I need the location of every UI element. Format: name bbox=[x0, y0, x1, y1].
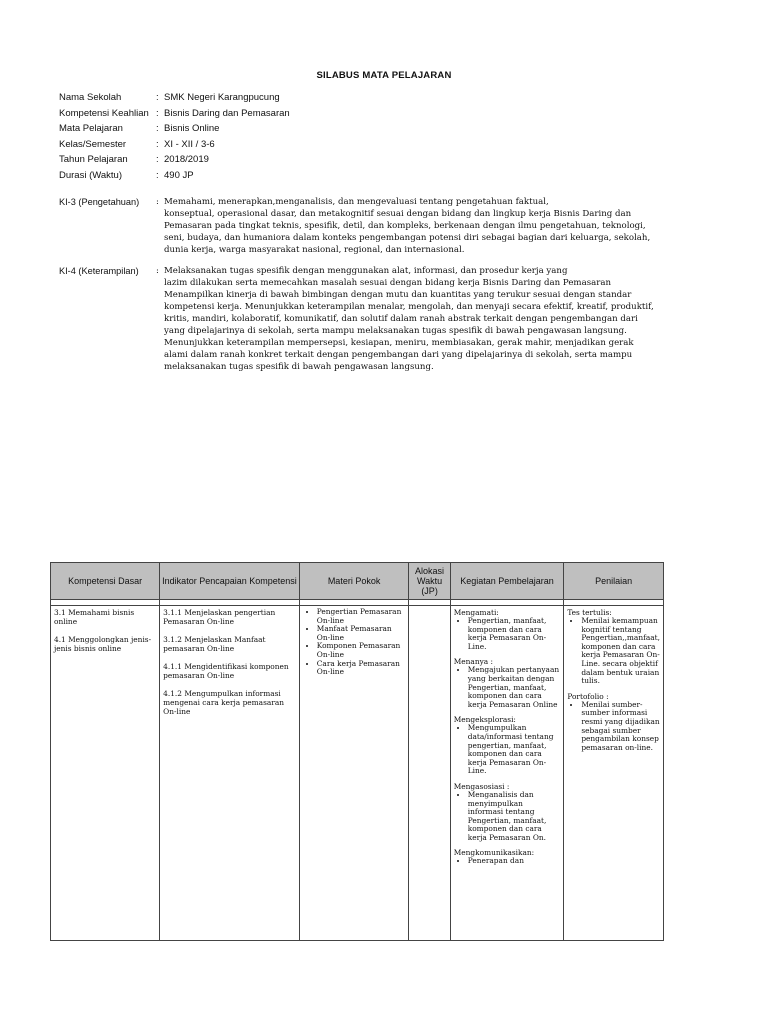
kegiatan-cell bbox=[450, 606, 564, 941]
ki3-line: dunia kerja, warga masyarakat nasional, regional, dan internasional. bbox=[164, 245, 465, 255]
ki3-label: KI-3 (Pengetahuan) bbox=[59, 197, 140, 207]
meta-value: 2018/2019 bbox=[164, 154, 209, 165]
meta-row: Kompetensi Keahlian : Bisnis Daring dan Pemasaran bbox=[59, 106, 290, 122]
meta-row: Nama Sekolah : SMK Negeri Karangpucung bbox=[59, 90, 290, 106]
ki4-line: yang dipelajarinya di sekolah, serta mampu melaksanakan tugas spesifik di bawah pengawasan langsung. bbox=[164, 326, 627, 336]
penilaian-item: • Menilai kemampuan kognitif tentang Pengertian,,manfaat, komponen dan cara kerja Pemasaran On-Line. secara objektif dalam bentuk uraian tulis. bbox=[581, 617, 660, 686]
ki4-line: kompetensi kerja. Menunjukkan keterampilan menalar, mengolah, dan menyaji secara efektif, kreatif, produktif, bbox=[164, 302, 654, 312]
ki4-label: KI-4 (Keterampilan) bbox=[59, 266, 139, 276]
kegiatan-item: • Mengumpulkan data/informasi tentang pengertian, manfaat, komponen dan cara kerja Pemasaran On-Line. bbox=[468, 724, 561, 776]
ki4-line: Menampilkan kinerja di bawah bimbingan dengan mutu dan kuantitas yang terukur sesuai dengan standar bbox=[164, 290, 632, 300]
header-kd: Kompetensi Dasar bbox=[51, 563, 160, 600]
ki3-block: KI-3 (Pengetahuan) : Memahami, menerapkan,menganalisis, dan mengevaluasi tentang pengetahuan faktual, konseptual, operasional dasar, dan metakognitif sesuai dengan bidang dan lingkup kerja Bisnis Daring dan Pemasaran pada tingkat teknis, spesifik, detil, dan kompleks, berkenaan dengan ilmu pengetahuan, teknologi, seni, budaya, dan humaniora dalam konteks pengembangan potensi diri sebagai bagian dari keluarga, sekolah, dunia kerja, warga masyarakat nasional, regional, dan internasional. bbox=[59, 196, 719, 256]
ki4-line: Melaksanakan tugas spesifik dengan menggunakan alat, informasi, dan prosedur kerja yang bbox=[164, 266, 568, 276]
meta-row: Durasi (Waktu) : 490 JP bbox=[59, 168, 290, 184]
meta-value: 490 JP bbox=[164, 169, 194, 181]
kegiatan-heading: Mengeksplorasi: bbox=[453, 715, 516, 725]
ki3-line: seni, budaya, dan humaniora dalam konteks pengembangan potensi diri sebagai bagian dari keluarga, sekolah, bbox=[164, 233, 651, 243]
kegiatan-heading: Mengkomunikasikan: bbox=[453, 848, 535, 858]
table-header-row bbox=[51, 563, 664, 600]
kegiatan-item: • Menganalisis dan menyimpulkan informasi tentang Pengertian, manfaat, komponen dan cara kerja Pemasaran On. bbox=[468, 791, 561, 843]
kegiatan-heading: Mengamati: bbox=[453, 608, 499, 617]
kegiatan-heading: Menanya : bbox=[453, 657, 494, 667]
header-penilaian: Penilaian bbox=[564, 563, 664, 600]
ki4-line: kritis, mandiri, kolaboratif, komunikatif, dan solutif dalam ranah abstrak terkait dengan pengembangan dari bbox=[164, 314, 638, 324]
meta-label: Durasi (Waktu) bbox=[59, 169, 122, 181]
header-alokasi: Alokasi Waktu (JP) bbox=[409, 563, 450, 600]
alokasi-cell bbox=[409, 606, 450, 941]
meta-row: Mata Pelajaran : Bisnis Online bbox=[59, 121, 290, 137]
meta-row: Kelas/Semester : XI - XII / 3-6 bbox=[59, 137, 290, 153]
penilaian-heading: Tes tertulis: bbox=[567, 608, 612, 617]
ki3-line: Pemasaran pada tingkat teknis, spesifik, detil, dan kompleks, berkenaan dengan ilmu pengetahuan, teknologi, bbox=[164, 221, 646, 231]
materi-item: • Manfaat Pemasaran On-line bbox=[317, 625, 406, 642]
kd-cell bbox=[51, 606, 160, 941]
materi-item: • Pengertian Pemasaran On-line bbox=[317, 608, 406, 625]
ipk-cell bbox=[160, 606, 300, 941]
header-materi: Materi Pokok bbox=[299, 563, 409, 600]
kegiatan-item: • Pengertian, manfaat, komponen dan cara kerja Pemasaran On-Line. bbox=[468, 617, 561, 651]
penilaian-cell bbox=[564, 606, 664, 941]
kd-item: 3.1 Memahami bisnis online bbox=[54, 608, 135, 626]
meta-label: Kelas/Semester bbox=[59, 138, 127, 150]
ipk-item: 4.1.2 Mengumpulkan informasi mengenai cara kerja pemasaran On-line bbox=[163, 689, 284, 716]
meta-label: Tahun Pelajaran bbox=[59, 154, 128, 165]
identity-block bbox=[59, 90, 290, 183]
meta-value: XI - XII / 3-6 bbox=[164, 138, 215, 150]
materi-item: • Komponen Pemasaran On-line bbox=[317, 642, 406, 659]
materi-cell bbox=[299, 606, 409, 941]
ki4-line: lazim dilakukan serta memecahkan masalah sesuai dengan bidang kerja Bisnis Daring dan Pemasaran bbox=[164, 278, 611, 288]
materi-item: • Cara kerja Pemasaran On-line bbox=[317, 660, 406, 677]
meta-row: Tahun Pelajaran : 2018/2019 bbox=[59, 152, 290, 168]
ki4-line: alami dalam ranah konkret terkait dengan pengembangan dari yang dipelajarinya di sekolah, serta mampu bbox=[164, 350, 633, 360]
ki3-line: konseptual, operasional dasar, dan metakognitif sesuai dengan bidang dan lingkup kerja Bisnis Daring dan bbox=[164, 209, 632, 219]
penilaian-item: • Menilai sumber-sumber informasi resmi yang dijadikan sebagai sumber pengambilan konsep pemasaran on-line. bbox=[581, 701, 660, 753]
document-title: SILABUS MATA PELAJARAN bbox=[316, 70, 452, 81]
meta-value: SMK Negeri Karangpucung bbox=[164, 92, 280, 103]
ki4-line: Menunjukkan keterampilan mempersepsi, kesiapan, meniru, membiasakan, gerak mahir, menjadikan gerak bbox=[164, 338, 634, 348]
meta-label: Kompetensi Keahlian bbox=[59, 107, 149, 119]
ipk-item: 3.1.2 Menjelaskan Manfaat pemasaran On-line bbox=[163, 635, 266, 653]
ki3-line: Memahami, menerapkan,menganalisis, dan mengevaluasi tentang pengetahuan faktual, bbox=[164, 197, 549, 207]
meta-value: Bisnis Daring dan Pemasaran bbox=[164, 107, 290, 119]
meta-label: Mata Pelajaran bbox=[59, 123, 123, 134]
syllabus-table bbox=[50, 562, 664, 941]
kd-item: 4.1 Menggolongkan jenis-jenis bisnis online bbox=[54, 635, 152, 653]
ipk-item: 3.1.1 Menjelaskan pengertian Pemasaran On-line bbox=[163, 608, 276, 626]
table-row bbox=[51, 606, 664, 941]
kegiatan-heading: Mengasosiasi : bbox=[453, 781, 510, 791]
kegiatan-item: • Mengajukan pertanyaan yang berkaitan dengan Pengertian, manfaat, komponen dan cara kerja Pemasaran Online bbox=[468, 666, 561, 709]
meta-value: Bisnis Online bbox=[164, 123, 220, 134]
meta-label: Nama Sekolah bbox=[59, 92, 122, 103]
penilaian-heading: Portofolio : bbox=[567, 691, 609, 701]
ipk-item: 4.1.1 Mengidentifikasi komponen pemasaran On-line bbox=[163, 662, 289, 680]
header-kegiatan: Kegiatan Pembelajaran bbox=[450, 563, 564, 600]
ki4-line: melaksanakan tugas spesifik di bawah pengawasan langsung. bbox=[164, 362, 434, 372]
kegiatan-item: • Penerapan dan bbox=[468, 857, 561, 866]
header-ipk: Indikator Pencapaian Kompetensi bbox=[160, 563, 300, 600]
ki4-block: KI-4 (Keterampilan) : Melaksanakan tugas spesifik dengan menggunakan alat, informasi, dan prosedur kerja yang lazim dilakukan serta memecahkan masalah sesuai dengan bidang kerja Bisnis Daring dan Pemasaran Menampilkan kinerja di bawah bimbingan dengan mutu dan kuantitas yang terukur sesuai dengan standar kompetensi kerja. Menunjukkan keterampilan menalar, mengolah, dan menyaji secara efektif, kreatif, produktif, kritis, mandiri, kolaboratif, komunikatif, dan solutif dalam ranah abstrak terkait dengan pengembangan dari yang dipelajarinya di sekolah, serta mampu melaksanakan tugas spesifik di bawah pengawasan langsung. Menunjukkan keterampilan mempersepsi, kesiapan, meniru, membiasakan, gerak mahir, menjadikan gerak alami dalam ranah konkret terkait dengan pengembangan dari yang dipelajarinya di sekolah, serta mampu melaksanakan tugas spesifik di bawah pengawasan langsung. bbox=[59, 265, 719, 373]
